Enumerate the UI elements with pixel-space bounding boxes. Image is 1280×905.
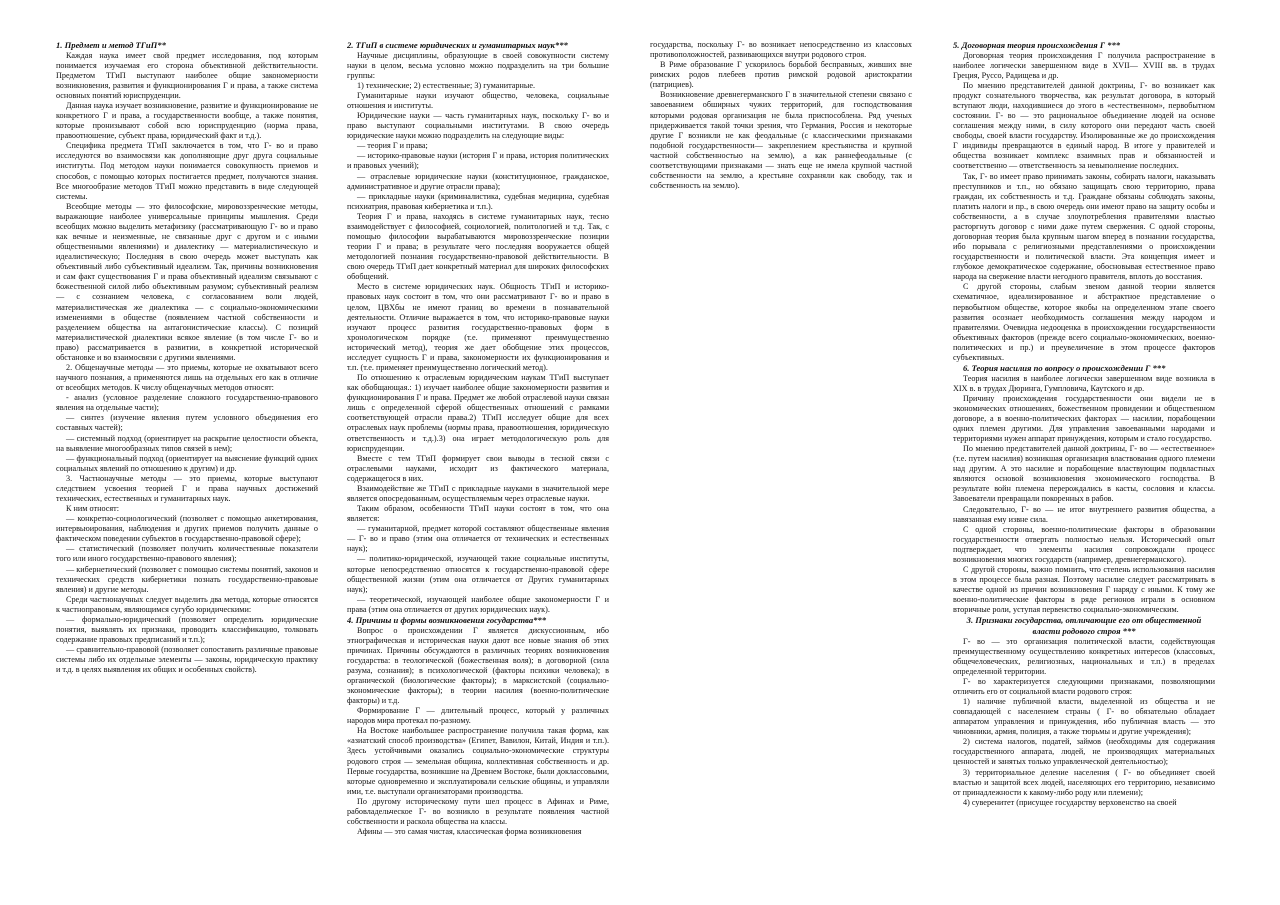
paragraph: — теория Г и права;	[357, 141, 428, 151]
paragraph: Договорная теория происхождения Г получила распространение в наиболее логически завершенном виде в XVII— XVIII вв. в трудах Греция, Руссо, Радищева и др.	[953, 50, 1215, 80]
paragraph: Спецификa предмета ТГиП заключается в том, что Г- во и право исследуются во взаимосвязи как дополняющие друг друга социальные институты. Под методом науки понимается совокупность приемов и способов, с помощью которых постигается предмет, получаются знания. Все многообразие методов ТГиП можно представить в виде следующей системы.	[56, 141, 318, 201]
paragraph: — конкретно-социологический (позволяет с помощью анкетирования, интервьюирования, наблюдения и других приемов получить данные о фактическом поведении субъектов в государственно-правовой сфере);	[56, 514, 318, 544]
paragraph: Научные дисциплины, образующие в своей совокупности систему науки в целом, весьма условно можно подразделить на три большие группы:	[347, 50, 609, 80]
paragraph: 4) суверенитет (присущее государству верховенство на своей	[963, 797, 1177, 807]
paragraph: Юридические науки — часть гуманитарных наук, поскольку Г- во и право выступают социальными институтами. В свою очередь юридические науки можно подразделить на следующие виды:	[347, 111, 609, 141]
paragraph: Формирование Г — длительный процесс, который у различных народов мира протекал по-разному.	[347, 706, 609, 726]
paragraph: С другой стороны, слабым звеном данной теории является схематичное, идеализированное и абстрактное представление о первобытном обществе, которое якобы на определенном этапе своего развития осознает необходимость соглашения между народом и правителями. Очевидна недооценка в происхождении государственности объективных факторов (прежде всего социально-экономических, военно-политических и пр.) и преувеличение в этом процессе факторов субъективных.	[953, 282, 1215, 362]
paragraph: С другой стороны, важно помнить, что степень использования насилия в этом процессе была разная. Поэтому насилие следует рассматривать в качестве одной из причин возникновения Г наряду с иными. К тому же военно-политические факторы в ряде регионов играли в основном вторичные роли, уступая первенство социально-экономическим.	[953, 565, 1215, 615]
paragraph: Афины — это самая чистая, классическая форма возникновения	[357, 827, 582, 837]
paragraph: — теоретической, изучающей наиболее общие закономерности Г и права (этим она отличается от других юридических наук).	[347, 594, 609, 614]
paragraph: Данная наука изучает возникновение, развитие и функционирование не конкретного Г и права, а государственности вообще, а также понятия, которые пронизывают собой всю юриспруденцию (норма права, правоотношение, субъект права, юридический факт и т.д.).	[56, 100, 318, 141]
paragraph: — функциональный подход (ориентирует на выяснение функций одних социальных явлений по отношению к другим) и др.	[56, 453, 318, 473]
paragraph: Каждая наука имеет свой предмет исследования, под которым понимается изучаемая его сторона объективной действительности. Предметом ТГиП выступают наиболее общие закономерности возникновения, развития и функционирования Г и права, а также система основных понятий юриспруденции.	[56, 50, 318, 100]
paragraph: К ним относят:	[66, 504, 119, 514]
paragraph: Г- во — это организация политической власти, содействующая преимущественному осуществлению конкретных интересов (классовых, общечеловеческих, религиозных, национальных и т.п.) в пределах определенной территории.	[953, 636, 1215, 676]
paragraph: Гуманитарные науки изучают общество, человека, социальные отношения и институты.	[347, 90, 609, 110]
paragraph: Теория Г и права, находясь в системе гуманитарных наук, тесно взаимодействует с философией, социологией, политологией и т.д. Так, с помощью философии вырабатываются мировоззренческие позиции теории Г и права; в результате чего последняя вооружается общей методологией познания государственно-правовой действительности. В свою очередь ТГиП дает конкретный материал для широких философских обобщений.	[347, 211, 609, 282]
paragraph: По другому историческому пути шел процесс в Афинах и Риме, рабовладельческое Г- во возникло в результате появления частной собственности и раскола общества на классы.	[347, 796, 609, 826]
paragraph: Всеобщие методы — это философские, мировоззренческие методы, выражающие наиболее универсальные принципы мышления. Среди всеобщих можно выделить метафизику (рассматривающую Г- во и право как вечные и неизменные, не связанные друг с другом и с иными общественными явлениями) и диалектику — материалистическую и идеалистическую; Последняя в свою очередь может выступать как объективный либо субъективный идеализм. Так, причины возникновения и сам факт существования Г и права объективный идеализм связывают с божественной силой либо объективным разумом; субъективный реализм — с сознанием человека, с согласованием воли людей, материалистическая же диалектика — с социально-экономическими изменениями в обществе (появлением частной собственности и разделением общества на антагонистические классы). С позиций материалистической диалектики всякое явление (в том числе Г- во и право) рассматривается в развитии, в конкретной исторической обстановке и во взаимосвязи с другими явлениями.	[56, 201, 318, 362]
paragraph: Теория насилия в наиболее логически завершенном виде возникла в XIX в. в трудах Дюринга, Гумпловича, Каутского и др.	[953, 373, 1215, 393]
paragraph: — историко-правовые науки (история Г и права, история политических и правовых учений);	[347, 151, 609, 171]
paragraph: Вместе с тем ТГиП формирует свои выводы в тесной связи с отраслевыми науками, исходит из фактического материала, содержащегося в них.	[347, 453, 609, 483]
paragraph: Взаимодействие же ТГиП с прикладные науками в значительной мере является опосредованным, осуществляемым через отраслевые науки.	[347, 483, 609, 503]
paragraph: 3) территориальное деление населения ( Г- во объединяет своей властью и защитой всех людей, населяющих его территорию, независимо от принадлежности к какому-либо роду или племени);	[953, 767, 1215, 797]
paragraph: — кибернетический (позволяет с помощью системы понятий, законов и технических средств кибернетики познать государственно-правовые явления) и другие методы.	[56, 564, 318, 594]
paragraph: 1) наличие публичной власти, выделенной из общества и не совпадающей с населением страны ( Г- во обязательно обладает аппаратом управления и принуждения, ибо публичная власть — это чиновники, армия, полиция, а также тюрьмы и другие учреждения);	[953, 697, 1215, 737]
paragraph: 2) система налогов, податей, займов (необходимы для содержания государственного аппарата, людей, не производящих материальных ценностей и занятых только управленческой деятельностью);	[953, 737, 1215, 767]
paragraph: Вопрос о происхождении Г является дискуссионным, ибо этнографическая и историческая науки дают все новые знания об этих причинах. Причины обсуждаются в различных теориях возникновения государства: в теологической (божественная воля); в договорной (сила разума, сознания); в психологической (факторы психики человека); в органической (биологические факторы); в марксистской (социально-экономические факторы); в теории насилия (военно-политические факторы) и т.д.	[347, 625, 609, 706]
paragraph: Место в системе юридических наук. Общность ТГиП и историко-правовых наук состоит в том, что они рассматривают Г- во и право в целом, ЦВХбы не имеют границ во времени в познавательной деятельности. Отличие выражается в том, что историко-правовые науки изучают процесс развития государственно-правовых форм в хронологическом порядке (т.е. применяют преимущественно исторический метод), теория же дает обобщение этих процессов, исследует сущность Г и права, закономерности их функционирования и т.п. (т.е. применяет преимущественно логический метод).	[347, 282, 609, 372]
section-heading: 1. Предмет и метод ТГиП**	[56, 40, 166, 50]
paragraph: Среди частнонаучных следует выделить два метода, которые относятся к частноправовым, являющимся сугубо юридическими:	[56, 594, 318, 614]
paragraph: — отраслевые юридические науки (конституционное, гражданское, административное и другие отрасли права);	[347, 171, 609, 191]
paragraph: — формально-юридический (позволяет определить юридические понятия, выявлять их признаки, проводить классификацию, толковать содержание правовых предписаний и т.п.);	[56, 614, 318, 645]
paragraph: 1) технические; 2) естественные; 3) гуманитарные.	[357, 80, 536, 90]
paragraph: — статистический (позволяет получить количественные показатели того или иного государственно-правового явления);	[56, 544, 318, 564]
text-column-4	[953, 40, 1215, 880]
paragraph: По отношению к отраслевым юридическим наукам ТГиП выступает как обобщающая.: 1) изучает наиболее общие закономерности развития и функционирования Г и права. Предмет же любой отраслевой науки связан лишь с определенной сферой общественных отношений с рамками соответствующей отрасли права.2) ТГиП исследует общие для всех отраслевых наук проблемы (нормы права, правоотношения, юридическую ответственность и т.д.).3) она играет методологическую роль для юриспруденции.	[347, 373, 609, 453]
paragraph: Таким образом, особенности ТГиП науки состоят в том, что она является:	[347, 504, 609, 524]
paragraph: - анализ (условное разделение сложного государственно-правового явления на отдельные части);	[56, 393, 318, 413]
paragraph: По мнению представителей данной доктрины, Г- во — «естественное» (т.е. путем насилия) возникшая организация властвования одного племени над другим. А это насилие и порабощение властвующим подвластных являются основой возникновения экономического господства. В результате войн племена перерождались в касты, сословия и классы. Завоеватели превращали покоренных в рабов.	[953, 444, 1215, 504]
paragraph: 3. Частнонаучные методы — это приемы, которые выступают следствием усвоения теорией Г и права научных достижений технических, естественных и гуманитарных наук.	[56, 473, 318, 503]
paragraph: В Риме образование Г ускорилось борьбой бесправных, живших вне римских родов плебеев против римской родовой аристократии (патрициев).	[650, 60, 912, 90]
paragraph: — синтез (изучение явления путем условного объединения его составных частей);	[56, 413, 318, 433]
paragraph: По мнению представителей данной доктрины, Г- во возникает как продукт сознательного творчества, как результат договора, в который вступают люди, находившиеся до этого в «естественном», первобытном состоянии. Г- во — это рациональное объединение людей на основе соглашения между ними, в силу которого они передают часть своей свободы, своей власти государству. Изолированные же до происхождения Г индивиды превращаются в единый народ. В итоге у правителей и общества возникает комплекс взаимных прав и обязанностей и соответственно — ответственность за невыполнение последних.	[953, 80, 1215, 171]
paragraph: Так, Г- во имеет право принимать законы, собирать налоги, наказывать преступников и т.п., но обязано защищать свою территорию, права граждан, их собственность и т.д. Граждане обязаны соблюдать законы, платить налоги и пр., в свою очередь они имеют право на защиту особы и собственности, а в случае злоупотребления правителями властью расторгнуть договор с ними даже путем свержения. С одной стороны, договорная теория была крупным шагом вперед в познании государства, ибо порывала с религиозными представлениями о происхождении государственности и политической власти. Эта концепция имеет и глубокое демократическое содержание, обосновывая естественное право народа на свержение власти негодного правителя, вплоть до восстания.	[953, 171, 1215, 282]
section-heading: 6. Теория насилия по вопросу о происхождении Г ***	[963, 362, 1166, 373]
paragraph: Возникновение древнегерманского Г в значительной степени связано с завоеванием обширных чужих территорий, для господствования которыми родовая организация не была приспособлена. Ряд ученых придерживается такой точки зрения, что Германия, Россия и некоторые другие Г возникли не как феодальные (с классическими признаками подобной государственности— закреплением крестьянства и крупной частной собственностью на землю), а как раннефеодальные (с соответствующими признаками — знать еще не имела крупной частной собственности на землю, а крестьяне сохраняли как свободу, так и собственность на землю).	[650, 90, 912, 191]
paragraph: С одной стороны, военно-политические факторы в образовании государственности отвергать полностью нельзя. Исторический опыт подтверждает, что элементы насилия сопровождали процесс возникновения многих государств (например, древнегерманского).	[953, 524, 1215, 564]
section-heading: 3. Признаки государства, отличающие его от общественной власти родового строя ***	[966, 615, 1202, 636]
paragraph: 2. Общенаучные методы — это приемы, которые не охватывают всего научного познания, а применяются лишь на отдельных его как в отличие от всеобщих методов. К числу общенаучных методов относят:	[56, 362, 318, 393]
paragraph: — системный подход (ориентирует на раскрытие целостности объекта, на выявление многообразных типов связей в нем);	[56, 433, 318, 453]
text-column-1	[56, 40, 318, 880]
text-column-3	[650, 40, 912, 880]
section-heading: 2. ТГиП в системе юридических и гуманитарных наук***	[347, 40, 568, 50]
text-column-2	[347, 40, 609, 880]
paragraph: Причину происхождения государственности они видели не в экономических отношениях, божественном провидении и общественном договоре, а в военно-политических факторах — насилии, порабощении одних племен другими. Для управления завоеванными народами и территориями нужен аппарат принуждения, которым и стало государство.	[953, 393, 1215, 444]
section-heading: 5. Договорная теория происхождения Г ***	[953, 40, 1121, 50]
paragraph: — гуманитарной, предмет которой составляют общественные явления — Г- во и право (этим она отличается от технических и естественных наук);	[347, 524, 609, 554]
paragraph: — сравнительно-правовой (позволяет сопоставить различные правовые системы либо их отдельные элементы — законы, юридическую практику и т.д. в целях выявления их общих и особенных свойств).	[56, 645, 318, 675]
paragraph: — политико-юридической, изучающей такие социальные институты, которые непосредственно относятся к государственно-правовой сфере общественной жизни (этим она отличается от Других гуманитарных наук);	[347, 554, 609, 594]
paragraph: государства, поскольку Г- во возникает непосредственно из классовых противоположностей, развивающихся внутри родового строя.	[650, 40, 912, 60]
paragraph: Следовательно, Г- во — не итог внутреннего развития общества, а навязанная ему извне сила.	[953, 504, 1215, 524]
paragraph: На Востоке наибольшее распространение получила такая форма, как «азиатский способ производства» (Египет, Вавилон, Китай, Индия и т.п.). Здесь устойчивыми оказались социально-экономические структуры родового строя — земельная община, коллективная собственность и др. Первые государства, возникшие на Древнем Востоке, были доклассовыми, которые одновременно и эксплуатировали сельские общины, и управляли ими, т.е. выступали организаторами производства.	[347, 726, 609, 796]
paragraph: — прикладные науки (криминалистика, судебная медицина, судебная психиатрия, правовая кибернетика и т.п.).	[347, 191, 609, 211]
section-heading: 4. Причины и формы возникновения государства***	[347, 614, 547, 625]
paragraph: Г- во характеризуется следующими признаками, позволяющими отличить его от социальной власти родового строя:	[953, 676, 1215, 696]
